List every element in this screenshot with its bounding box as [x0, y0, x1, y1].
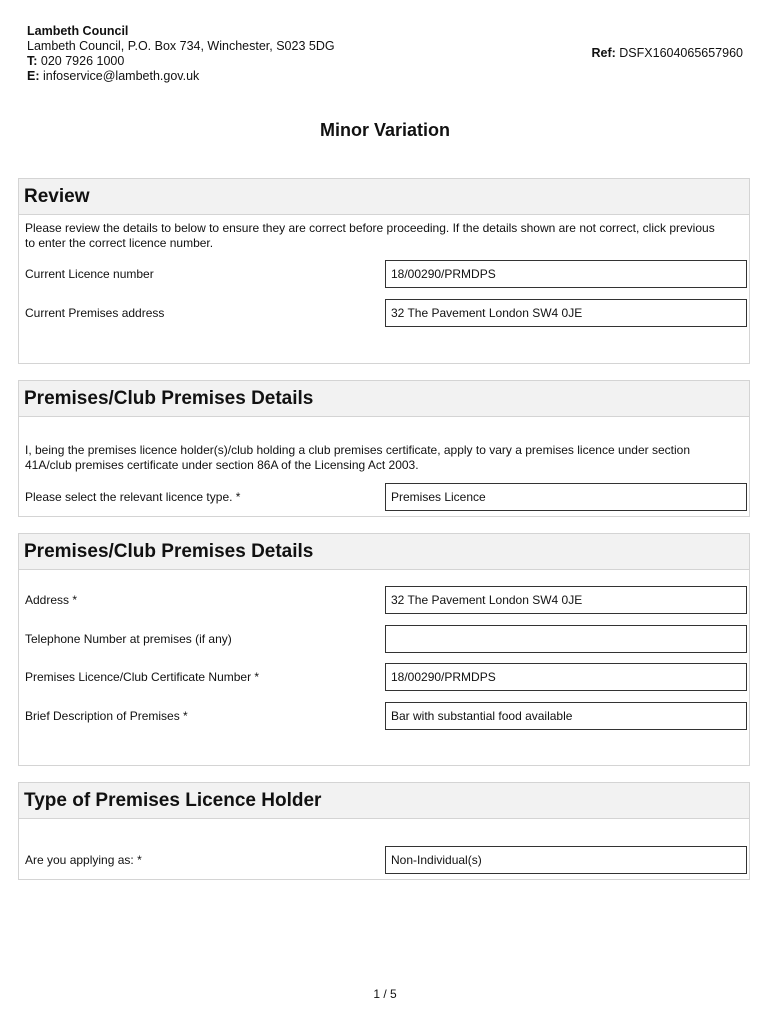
council-name: Lambeth Council — [27, 24, 129, 38]
field-row — [25, 702, 745, 730]
council-email — [27, 69, 335, 84]
page-number: 1 / 5 — [373, 987, 397, 1001]
current-licence-label: Current Licence number — [25, 267, 154, 281]
field-row — [25, 625, 745, 653]
section-heading: Premises/Club Premises Details — [19, 381, 749, 417]
field-row — [25, 663, 745, 691]
licence-number-field[interactable]: 18/00290/PRMDPS — [385, 663, 747, 691]
telephone-label: Telephone Number at premises (if any) — [25, 632, 232, 646]
review-intro: Please review the details to below to ensure they are correct before proceeding. If the details shown are not correct, click previous to enter the correct licence number. — [25, 221, 715, 250]
field-row — [25, 483, 745, 511]
phone-number: 020 7926 1000 — [40, 54, 125, 68]
field-row — [25, 260, 745, 288]
council-header — [27, 24, 335, 84]
field-row — [25, 299, 745, 327]
current-address-field[interactable]: 32 The Pavement London SW4 0JE — [385, 299, 747, 327]
field-row — [25, 586, 745, 614]
licence-type-field[interactable]: Premises Licence — [385, 483, 747, 511]
email-label: E: — [27, 69, 40, 83]
council-phone — [27, 54, 335, 69]
field-row — [25, 846, 745, 874]
telephone-field[interactable] — [385, 625, 747, 653]
applying-as-field[interactable]: Non-Individual(s) — [385, 846, 747, 874]
licence-number-label: Premises Licence/Club Certificate Number * — [25, 670, 260, 684]
ref-number: DSFX1604065657960 — [619, 46, 743, 60]
council-address: Lambeth Council, P.O. Box 734, Winchester, S023 5DG — [27, 39, 335, 53]
applying-as-label: Are you applying as: * — [25, 853, 142, 867]
phone-label: T: — [27, 54, 38, 68]
description-field[interactable]: Bar with substantial food available — [385, 702, 747, 730]
current-address-label: Current Premises address — [25, 306, 165, 320]
licence-type-label: Please select the relevant licence type. * — [25, 490, 241, 504]
review-section — [18, 178, 750, 364]
email-address: infoservice@lambeth.gov.uk — [42, 69, 200, 83]
address-field[interactable]: 32 The Pavement London SW4 0JE — [385, 586, 747, 614]
premises-licence-type-section — [18, 380, 750, 517]
reference — [591, 46, 743, 60]
section-heading: Review — [19, 179, 749, 215]
current-licence-field[interactable]: 18/00290/PRMDPS — [385, 260, 747, 288]
description-label: Brief Description of Premises * — [25, 709, 188, 723]
premises-intro: I, being the premises licence holder(s)/club holding a club premises certificate, apply to vary a premises licence under section 41A/club premises certificate under section 86A of the Licensing Act 2003. — [25, 443, 690, 472]
licence-holder-section — [18, 782, 750, 880]
ref-label: Ref: — [591, 46, 616, 60]
page-title: Minor Variation — [319, 120, 451, 140]
address-label: Address * — [25, 593, 78, 607]
section-heading: Type of Premises Licence Holder — [19, 783, 749, 819]
section-heading: Premises/Club Premises Details — [19, 534, 749, 570]
premises-details-section — [18, 533, 750, 766]
